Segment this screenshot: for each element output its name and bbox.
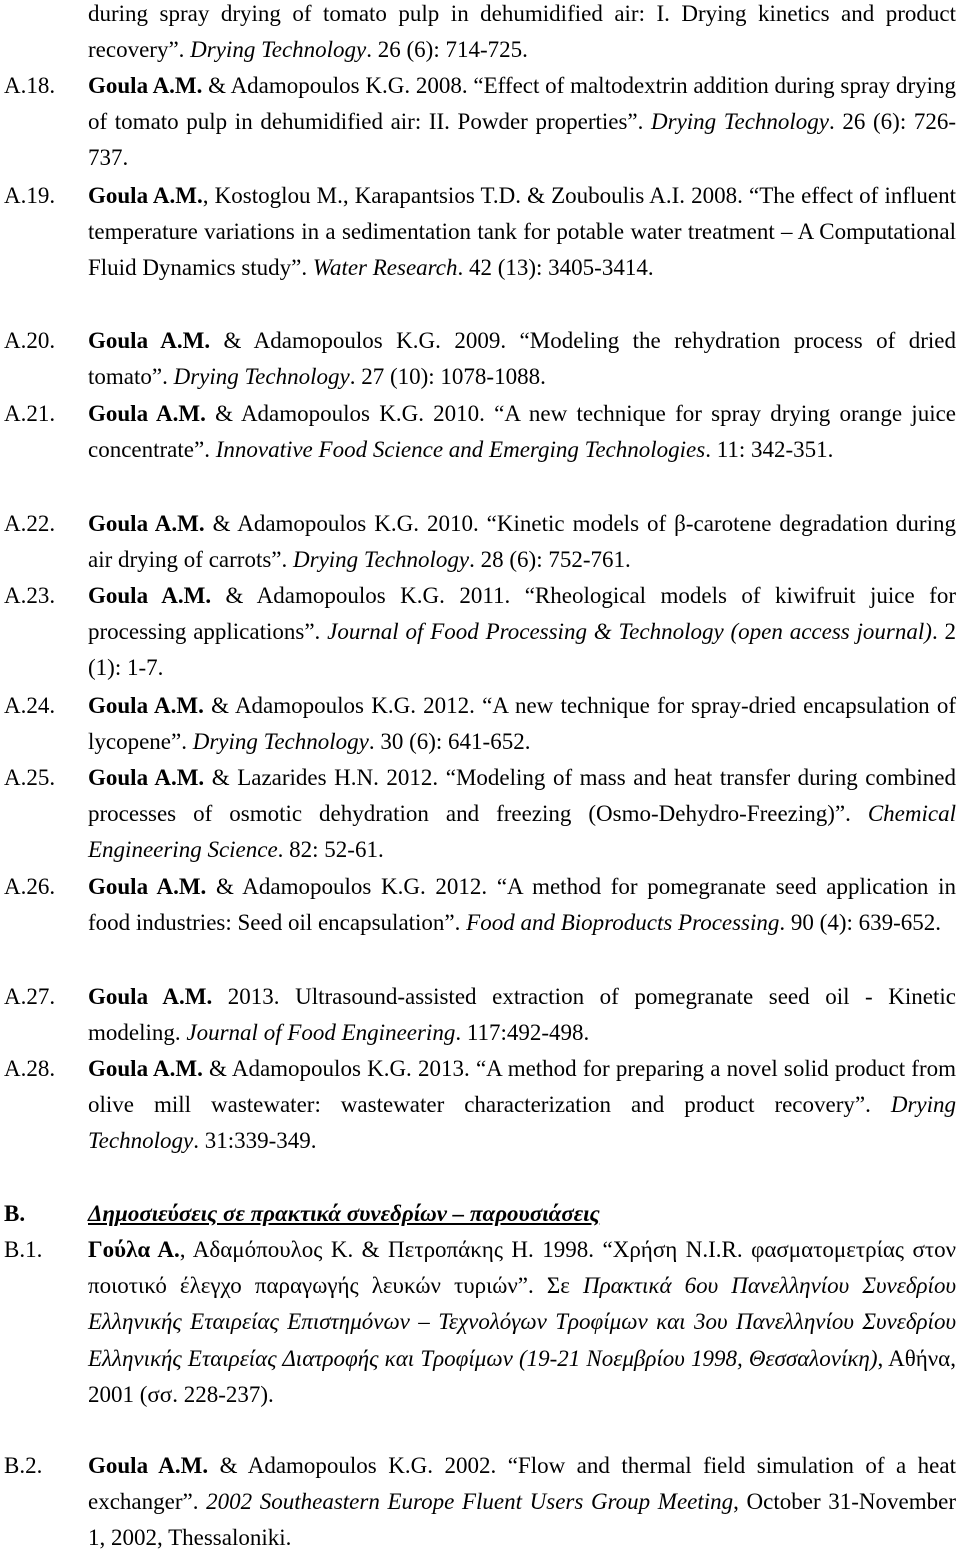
reference-tail: . 27 (10): 1078-1088.	[349, 364, 546, 390]
reference-A25	[4, 760, 956, 869]
reference-author: Goula A.M.	[88, 984, 213, 1009]
reference-text: & Adamopoulos K.G. 2008. “Effect of maltodextrin addition during spray drying of tomato pulp in dehumidified air: II. Powder properties”.	[88, 73, 957, 135]
reference-number: A.25.	[4, 765, 56, 790]
reference-body	[88, 1232, 956, 1413]
proceedings-name: Πρακτικά 6ου Πανελληνίου Συνεδρίου Ελληνικής Εταιρείας Επιστημόνων – Τεχνολόγων Τροφίμων και 3ου Πανελληνίου Συνεδρίου Ελληνικής Εταιρείας Διατροφής και Τροφίμων (19-21 Νοεμβρίου 1998, Θεσσαλονίκη)	[88, 1273, 957, 1371]
reference-tail: . 28 (6): 752-761.	[469, 547, 631, 573]
reference-body	[88, 688, 956, 760]
reference-number: A.18.	[4, 73, 56, 98]
reference-A27	[4, 979, 956, 1051]
reference-author: Goula A.M.	[88, 183, 203, 208]
reference-body	[88, 506, 956, 578]
journal-name: Food and Bioproducts Processing	[466, 910, 780, 936]
reference-author: Goula A.M.	[88, 511, 205, 536]
reference-tail: . 30 (6): 641-652.	[368, 729, 531, 755]
reference-A20	[4, 323, 956, 395]
reference-text: , Kostoglou M., Karapantsios T.D. & Zouboulis A.I. 2008. “The effect of influent temperature variations in a sedimentation tank for potable water treatment – A Computational Fluid Dynamics study”.	[88, 183, 956, 281]
reference-number: A.27.	[4, 984, 56, 1009]
journal-name: Drying Technology	[192, 729, 369, 755]
reference-A21	[4, 396, 956, 468]
reference-text: & Adamopoulos K.G. 2013. “A method for preparing a novel solid product from olive mill wastewater: wastewater characterization and product recovery”.	[88, 1056, 956, 1118]
section-title: Δημοσιεύσεις σε πρακτικά συνεδρίων – παρουσιάσεις	[88, 1201, 600, 1226]
reference-number: A.28.	[4, 1056, 56, 1081]
reference-tail: . 117:492-498.	[455, 1020, 590, 1046]
reference-tail: , October 31-November 1, 2002, Thessaloniki.	[88, 1489, 956, 1551]
reference-author: Γούλα Α.	[88, 1237, 180, 1262]
journal-name: Innovative Food Science and Emerging Technologies	[215, 437, 706, 463]
reference-text: & Lazarides H.N. 2012. “Modeling of mass and heat transfer during combined processes of osmotic dehydration and freezing (Osmo-Dehydro-Freezing)”.	[88, 765, 956, 827]
reference-body	[88, 68, 956, 177]
reference-number: A.20.	[4, 328, 56, 353]
journal-name: Water Research	[312, 255, 458, 281]
reference-author: Goula A.M.	[88, 73, 203, 98]
section-heading	[4, 1196, 600, 1232]
reference-text: & Adamopoulos K.G. 2009. “Modeling the rehydration process of dried tomato”.	[88, 328, 957, 390]
reference-A28	[4, 1051, 956, 1160]
reference-author: Goula A.M.	[88, 874, 207, 899]
reference-body	[88, 760, 956, 869]
reference-A19	[4, 178, 956, 287]
reference-number: B.2.	[4, 1453, 43, 1478]
journal-name: Drying Technology	[88, 1092, 956, 1154]
reference-text: , Αδαμόπουλος Κ. & Πετροπάκης Η. 1998. “Χρήση N.I.R. φασματομετρίας στον ποιοτικό έλεγχο παραγωγής λευκών τυριών”. Σε	[88, 1237, 957, 1299]
reference-number: A.26.	[4, 874, 56, 899]
reference-body	[88, 869, 956, 941]
reference-author: Goula A.M.	[88, 1453, 209, 1478]
reference-B1	[4, 1232, 956, 1413]
reference-author: Goula A.M.	[88, 583, 212, 608]
reference-A24	[4, 688, 956, 760]
reference-tail: . 42 (13): 3405-3414.	[457, 255, 654, 281]
reference-author: Goula A.M.	[88, 1056, 203, 1081]
reference-author: Goula A.M.	[88, 401, 206, 426]
reference-tail: . 11: 342-351.	[705, 437, 834, 463]
reference-text: & Adamopoulos K.G. 2010. “A new technique for spray drying orange juice concentrate”.	[88, 401, 957, 463]
reference-body	[88, 578, 956, 687]
reference-body	[88, 396, 956, 468]
reference-body	[88, 979, 956, 1051]
reference-A23	[4, 578, 956, 687]
reference-tail: . 26 (6): 714-725.	[366, 37, 528, 63]
reference-number: A.21.	[4, 401, 56, 426]
reference-A17-continuation	[4, 0, 956, 68]
reference-number: B.1.	[4, 1237, 43, 1262]
reference-author: Goula A.M.	[88, 765, 205, 790]
journal-name: Drying Technology	[293, 547, 470, 573]
reference-text: & Adamopoulos K.G. 2012. “A method for pomegranate seed application in food industries: Seed oil encapsulation”.	[88, 874, 957, 936]
reference-tail: . 2 (1): 1-7.	[88, 619, 957, 681]
reference-author: Goula A.M.	[88, 693, 204, 718]
reference-A22	[4, 506, 956, 578]
reference-body	[88, 178, 956, 287]
journal-name: Drying Technology	[190, 37, 367, 63]
reference-tail: . 82: 52-61.	[277, 837, 384, 863]
reference-text: & Adamopoulos K.G. 2012. “A new technique for spray-dried encapsulation of lycopene”.	[88, 693, 956, 755]
journal-name: Drying Technology	[173, 364, 350, 390]
reference-number: A.23.	[4, 583, 56, 608]
reference-number: A.24.	[4, 693, 56, 718]
reference-tail: . 31:339-349.	[193, 1128, 317, 1154]
reference-text: during spray drying of tomato pulp in dehumidified air: I. Drying kinetics and product recovery”.	[88, 1, 956, 63]
journal-name: Drying Technology	[651, 109, 829, 135]
reference-text: & Adamopoulos K.G. 2011. “Rheological models of kiwifruit juice for processing applications”.	[88, 583, 956, 645]
reference-text: 2013. Ultrasound-assisted extraction of pomegranate seed oil - Kinetic modeling.	[88, 984, 956, 1046]
reference-tail: , Αθήνα, 2001 (σσ. 228-237).	[88, 1345, 956, 1407]
reference-body	[88, 1448, 956, 1557]
reference-text: & Adamopoulos K.G. 2002. “Flow and thermal field simulation of a heat exchanger”.	[88, 1453, 956, 1515]
reference-tail: . 26 (6): 726-737.	[88, 109, 956, 171]
reference-A26	[4, 869, 956, 941]
proceedings-name: 2002 Southeastern Europe Fluent Users Group Meeting	[206, 1489, 734, 1515]
reference-number: A.22.	[4, 511, 56, 536]
journal-name: Journal of Food Engineering	[186, 1020, 456, 1046]
reference-text: & Adamopoulos K.G. 2010. “Kinetic models of β-carotene degradation during air drying of carrots”.	[88, 511, 956, 573]
reference-B2	[4, 1448, 956, 1557]
section-label: B.	[4, 1201, 26, 1226]
reference-A18	[4, 68, 956, 177]
reference-author: Goula A.M.	[88, 328, 211, 353]
reference-body	[88, 323, 956, 395]
journal-name: Journal of Food Processing & Technology (open access journal)	[327, 619, 932, 645]
journal-name: Chemical Engineering Science	[88, 801, 956, 863]
reference-number: A.19.	[4, 183, 56, 208]
reference-body	[88, 1051, 956, 1160]
reference-body	[88, 0, 956, 68]
reference-tail: . 90 (4): 639-652.	[779, 910, 942, 936]
